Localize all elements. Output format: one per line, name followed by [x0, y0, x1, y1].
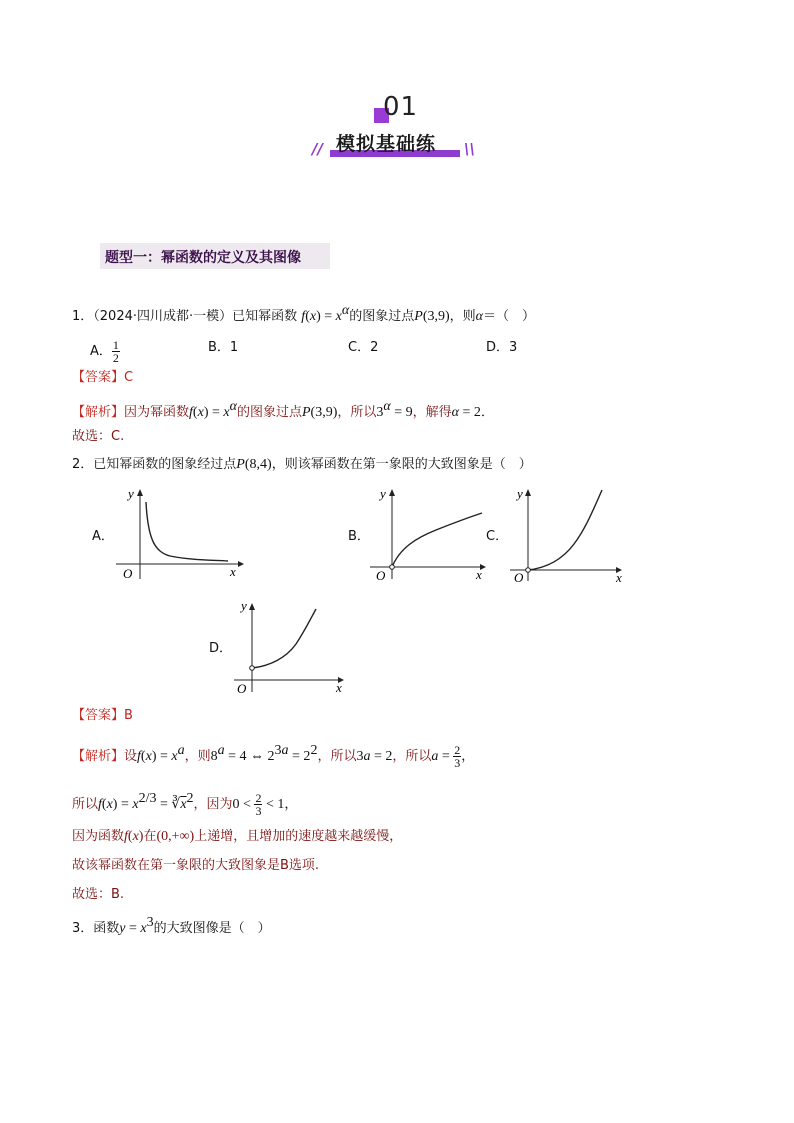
q1-answer: 【答案】C	[72, 370, 134, 385]
option-c: C．2	[348, 340, 379, 355]
q2-analysis-line3: 因为函数f(x)在(0,+∞)上递增，且增加的速度越来越缓慢，	[72, 829, 403, 844]
question-2: 2．已知幂函数的图象经过点P(8,4)，则该幂函数在第一象限的大致图象是（ ）	[72, 457, 532, 472]
graph-label-c: C．	[486, 529, 509, 544]
graph-b	[366, 484, 496, 584]
origin-label: O	[237, 681, 247, 696]
graph-label-a: A．	[92, 529, 114, 544]
y-label: y	[241, 598, 247, 613]
fraction-one-half: $\frac{1}{2}$	[112, 338, 119, 365]
y-label: y	[128, 486, 134, 501]
option-d: D．3	[486, 340, 518, 355]
q2-analysis-line1: 【解析】设$f(x) = x^a$，则$8^a = 4$ ⇔ $2^{3a} = 2^2$，所以3a = 2，所以a = $\frac{2}{3}$ ，	[72, 743, 475, 770]
section-title: 题型一：幂函数的定义及其图像	[105, 250, 301, 266]
y-axis-arrow	[525, 489, 531, 496]
graph-c	[506, 484, 632, 584]
section-number: 01	[383, 92, 419, 122]
q2-analysis-line4: 故该幂函数在第一象限的大致图象是B选项.	[72, 858, 320, 873]
origin-label: O	[514, 570, 524, 584]
origin-label: O	[123, 566, 133, 581]
q2-conclusion: 故选：B.	[72, 887, 125, 902]
option-a: A． $\frac{1}{2}$	[90, 338, 119, 365]
x-label: x	[230, 564, 236, 579]
q2-answer: 【答案】B	[72, 708, 133, 723]
graph-label-b: B．	[348, 529, 370, 544]
q2-analysis-line2: 所以$f(x) = x^{2/3}$ = $∛\overline{x}^2$，因为0 < $\frac{2}{3}$ < 1，	[72, 791, 298, 818]
y-label: y	[517, 486, 523, 501]
origin-label: O	[376, 568, 386, 583]
x-label: x	[616, 570, 622, 584]
y-axis-arrow	[137, 489, 143, 496]
curve-convex	[528, 490, 602, 570]
question-3: 3．函数$y = x^3$的大致图像是（ ）	[72, 915, 271, 936]
open-point	[390, 565, 395, 570]
y-axis-arrow	[389, 489, 395, 496]
curve-shifted-convex	[252, 609, 316, 668]
open-point	[526, 568, 531, 573]
graph-a	[110, 484, 250, 584]
x-label: x	[336, 680, 342, 695]
graph-d	[230, 594, 354, 698]
x-axis-arrow	[238, 561, 244, 567]
y-label: y	[380, 486, 386, 501]
banner-left-deco: //	[312, 140, 323, 158]
option-b: B．1	[208, 340, 239, 355]
graph-label-d: D．	[209, 641, 233, 656]
banner-title: 模拟基础练	[336, 133, 437, 155]
curve-decreasing	[146, 502, 228, 561]
q1-analysis: 【解析】因为幂函数$f(x) = x^\alpha$的图象过点P(3,9)，所以$3^\alpha = 9$，解得α = 2．	[72, 399, 494, 420]
open-point	[250, 666, 255, 671]
x-label: x	[476, 567, 482, 582]
curve-concave	[392, 513, 482, 567]
y-axis-arrow	[249, 603, 255, 610]
question-1: 1．（2024·四川成都·一模）已知幂函数 $f(x) = x^\alpha$的图象过点P(3,9)，则α＝（ ）	[72, 303, 536, 324]
q1-conclusion: 故选：C.	[72, 429, 125, 444]
banner-right-deco: \\	[464, 140, 475, 158]
